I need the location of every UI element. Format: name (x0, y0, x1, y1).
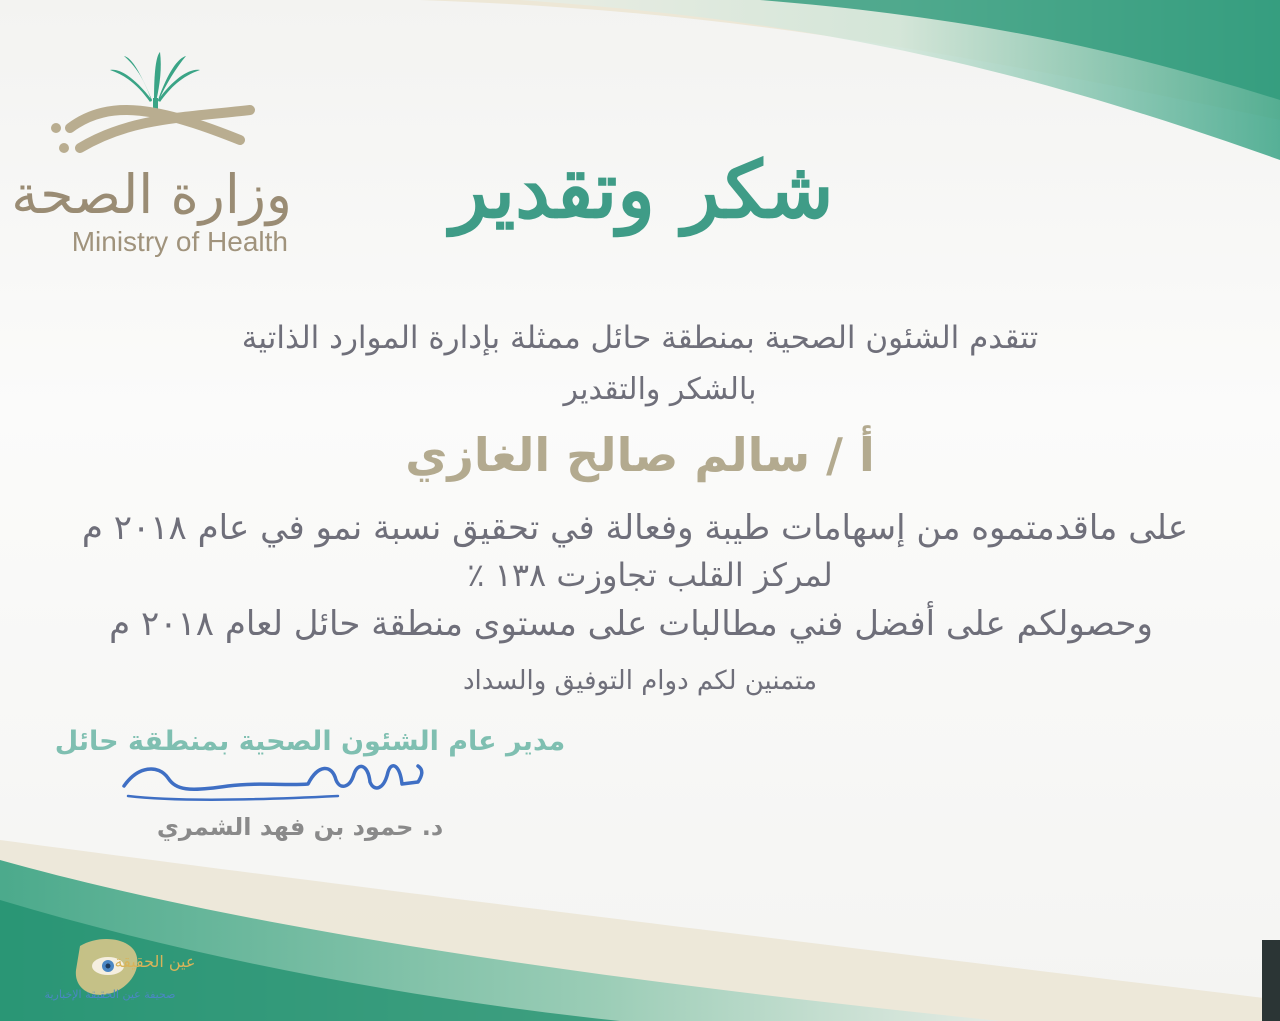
intro-line: تتقدم الشئون الصحية بمنطقة حائل ممثلة بإدارة الموارد الذاتية (241, 320, 1039, 356)
intro-line-2: بالشكر والتقدير (563, 372, 757, 407)
ministry-name-english: Ministry of Health (71, 226, 288, 257)
reason-line-2: لمركز القلب تجاوزت ١٣٨ ٪ (467, 556, 833, 594)
handwritten-signature (118, 756, 428, 812)
ministry-palm-logo-icon (40, 48, 270, 168)
recipient-name: أ / سالم صالح الغازي (405, 428, 875, 482)
signatory-title: مدير عام الشئون الصحية بمنطقة حائل (54, 726, 566, 757)
watermark-subtitle: صحيفة عين الحقيقة الإخبارية (44, 988, 176, 1001)
reason-line-1: على ماقدمتموه من إسهامات طيبة وفعالة في تحقيق نسبة نمو في عام ٢٠١٨ م (81, 508, 1189, 548)
closing-line: متمنين لكم دوام التوفيق والسداد (462, 666, 818, 696)
signatory-name: د. حمود بن فهد الشمري (156, 813, 444, 841)
reason-line-3: وحصولكم على أفضل فني مطالبات على مستوى منطقة حائل لعام ٢٠١٨ م (109, 604, 1153, 644)
watermark-title: عين الحقيقة (114, 952, 196, 971)
ministry-name-arabic: وزارة الصحة (11, 163, 292, 226)
news-watermark-eye-icon (10, 934, 200, 1014)
certificate-title: شكر وتقدير (450, 145, 834, 236)
